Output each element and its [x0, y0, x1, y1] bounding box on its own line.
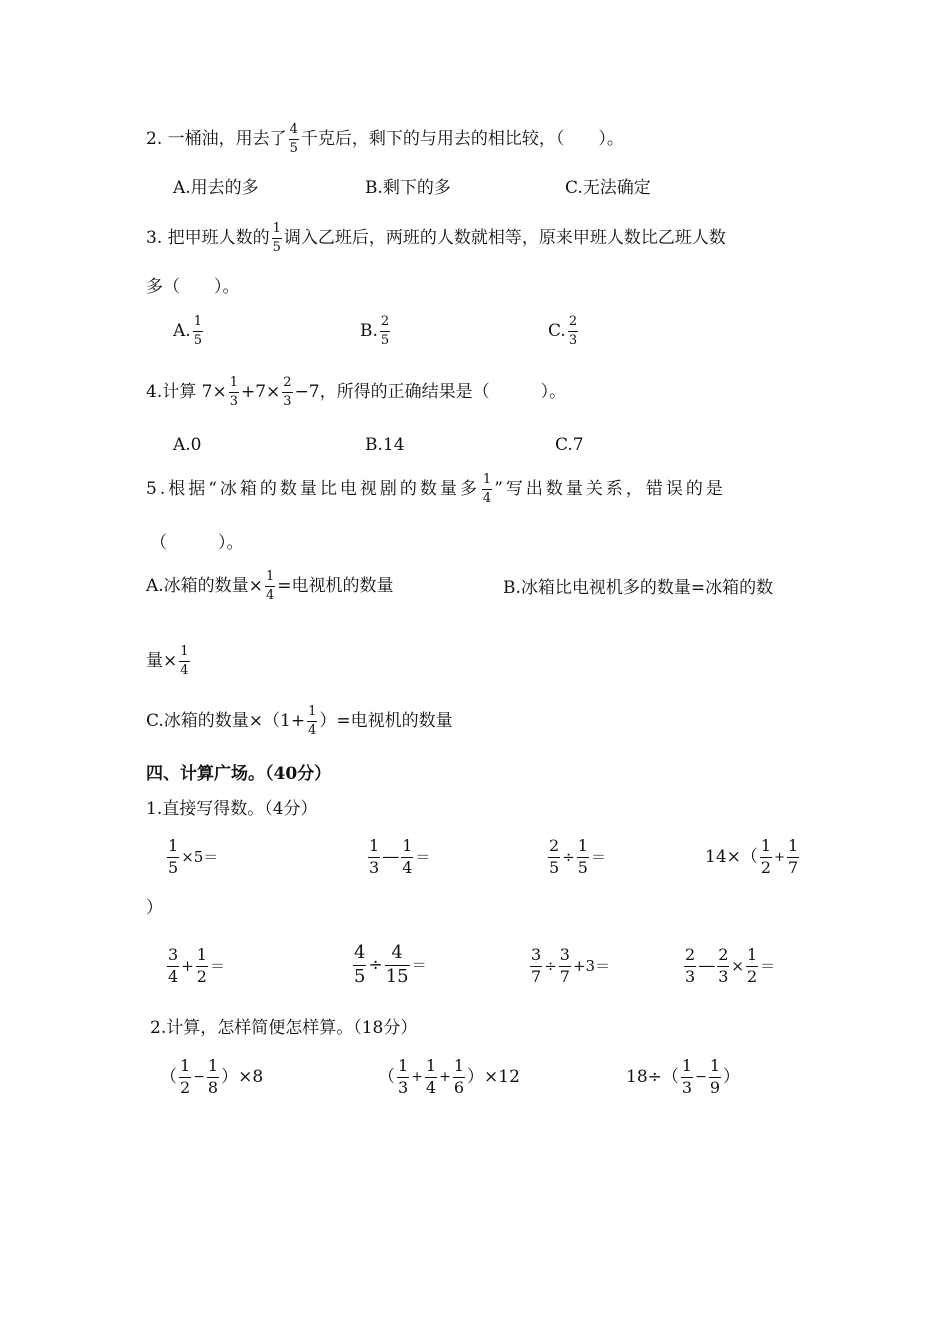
- calc2-expr-1: （ $\frac{1}{2}$ − $\frac{1}{8}$ ）×8: [160, 1056, 264, 1097]
- q2-text-a: 2. 一桶油，用去了: [146, 128, 287, 149]
- section-4-title: 四、计算广场。（40分）: [146, 764, 332, 784]
- q2-option-c: C.无法确定: [565, 178, 651, 198]
- q4-stem: 4.计算 7× $\frac{1}{3}$ +7× $\frac{2}{3}$ −7，所得的正确结果是（ ）。: [146, 375, 567, 409]
- calc1-title: 1.直接写得数。（4分）: [146, 799, 318, 819]
- q5-stem-cont: （ ）。: [150, 533, 244, 553]
- q2-option-b: B.剩下的多: [365, 178, 451, 198]
- q4-option-a: A.0: [173, 435, 202, 455]
- q2-fraction: $\frac{4}{5}$: [289, 122, 298, 156]
- q2-text-b: 千克后，剩下的与用去的相比较，（ ）。: [300, 128, 624, 149]
- calc1-expr-8: $\frac{2}{3}$ — $\frac{2}{3}$ × $\frac{1}{2}$ ＝: [685, 945, 776, 986]
- q3-text-b: 调入乙班后，两班的人数就相等，原来甲班人数比乙班人数: [283, 227, 726, 248]
- q5-stem: 5.根据“冰箱的数量比电视剧的数量多 $\frac{1}{4}$ ”写出数量关系，错误的是: [146, 472, 726, 506]
- q5-option-a: A.冰箱的数量× $\frac{1}{4}$ =电视机的数量: [146, 569, 394, 603]
- q2-stem: [146, 123, 624, 155]
- calc1-expr-5: $\frac{3}{4}$ + $\frac{1}{2}$ ＝: [168, 945, 225, 986]
- calc1-expr-4: 14×（ $\frac{1}{2}$ + $\frac{1}{7}$: [705, 836, 799, 877]
- calc1-expr-6: $\frac{4}{5}$ ÷ $\frac{4}{15}$ ＝: [354, 942, 427, 987]
- calc2-expr-3: 18÷（ $\frac{1}{3}$ − $\frac{1}{9}$ ）: [626, 1056, 740, 1097]
- calc1-expr-7: $\frac{3}{7}$ ÷ $\frac{3}{7}$ +3＝: [531, 945, 611, 986]
- q2-option-a: A.用去的多: [173, 178, 259, 198]
- calc2-expr-2: （ $\frac{1}{3}$ + $\frac{1}{4}$ + $\frac{1}{6}$ ）×12: [378, 1056, 520, 1097]
- q3-option-c: C. $\frac{2}{3}$: [548, 314, 578, 348]
- q3-stem: [146, 222, 726, 254]
- q3-option-b: B. $\frac{2}{5}$: [360, 314, 390, 348]
- q3-option-a: A. $\frac{1}{5}$: [173, 314, 202, 348]
- q4-option-c: C.7: [555, 435, 584, 455]
- q3-text-a: 3. 把甲班人数的: [146, 227, 270, 248]
- q5-option-b: B.冰箱比电视机多的数量=冰箱的数: [503, 578, 774, 598]
- calc1-expr-2: $\frac{1}{3}$ — $\frac{1}{4}$ ＝: [369, 836, 431, 877]
- q5-option-c: C.冰箱的数量×（1+ $\frac{1}{4}$ ）=电视机的数量: [146, 704, 453, 738]
- calc1-expr-4-close: ）: [146, 898, 163, 918]
- q4-option-b: B.14: [365, 435, 405, 455]
- calc1-expr-1: $\frac{1}{5}$ ×5＝: [168, 836, 219, 877]
- calc2-title: 2.计算，怎样简便怎样算。（18分）: [150, 1018, 418, 1038]
- q3-fraction: $\frac{1}{5}$: [272, 221, 281, 255]
- q3-stem-cont: 多（ ）。: [146, 277, 240, 297]
- q5-option-b-cont: 量× $\frac{1}{4}$: [146, 644, 189, 678]
- calc1-expr-3: $\frac{2}{5}$ ÷ $\frac{1}{5}$ ＝: [549, 836, 606, 877]
